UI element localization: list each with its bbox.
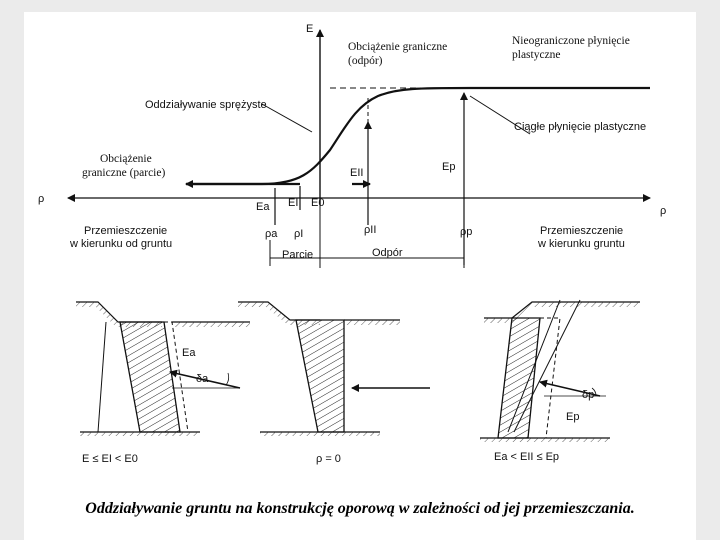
e-i-label: EI: [288, 197, 299, 209]
limit-pressure-line1: Obciążenie: [100, 153, 152, 165]
move-toward-line2: w kierunku gruntu: [538, 238, 625, 250]
delta-p-label: δp: [582, 389, 595, 401]
limit-pressure-line2: graniczne (parcie): [82, 167, 166, 179]
left-wall-body: [120, 322, 180, 432]
unlimited-flow-line2: plastyczne: [512, 49, 561, 61]
rho-ii-label: ρII: [364, 224, 377, 236]
ea-wall-label: Ea: [182, 347, 196, 359]
continuous-flow-label: Ciągłe płynięcie plastyczne: [514, 121, 647, 133]
left-slip-plane: [98, 322, 106, 432]
parcie-label: Parcie: [282, 249, 314, 261]
delta-a-arc: [226, 373, 229, 385]
limit-resistance-line1: Obciążenie graniczne: [348, 41, 448, 53]
elastic-label: Oddziaływanie sprężyste: [145, 99, 267, 111]
limit-resistance-line2: (odpór): [348, 55, 383, 67]
unlimited-flow-line1: Nieograniczone płynięcie: [512, 35, 630, 47]
rho-a-label: ρa: [265, 228, 278, 240]
e-ii-label: EII: [350, 167, 364, 179]
elastic-pointer: [262, 104, 312, 132]
move-away-line2: w kierunku od gruntu: [70, 238, 173, 250]
rho-axis-left-label: ρ: [38, 193, 45, 205]
e-p-label: Ep: [442, 161, 456, 173]
delta-a-label: δa: [196, 373, 209, 385]
e-0-label: E0: [311, 197, 325, 209]
left-condition: E ≤ EI < E0: [82, 453, 138, 465]
right-wall-body: [498, 318, 540, 438]
rho-i-label: ρI: [294, 228, 304, 240]
figure-caption: Oddziaływanie gruntu na konstrukcję oporową w zależności od jej przemieszczania.: [85, 500, 635, 517]
middle-wall-body: [296, 320, 344, 432]
right-condition: Ea < EII ≤ Ep: [494, 451, 560, 463]
middle-condition: ρ = 0: [316, 453, 341, 465]
e-a-label: Ea: [256, 201, 270, 213]
rho-axis-right-label: ρ: [660, 205, 667, 217]
move-toward-line1: Przemieszczenie: [540, 225, 624, 237]
ep-wall-label: Ep: [566, 411, 580, 423]
odpor-label: Odpór: [372, 247, 403, 259]
rho-p-label: ρp: [460, 226, 473, 238]
move-away-line1: Przemieszczenie: [84, 225, 168, 237]
e-axis-label: E: [306, 23, 314, 35]
middle-wall-figure: [238, 302, 430, 465]
right-wall-figure: [480, 300, 640, 463]
left-wall-figure: [76, 302, 250, 465]
